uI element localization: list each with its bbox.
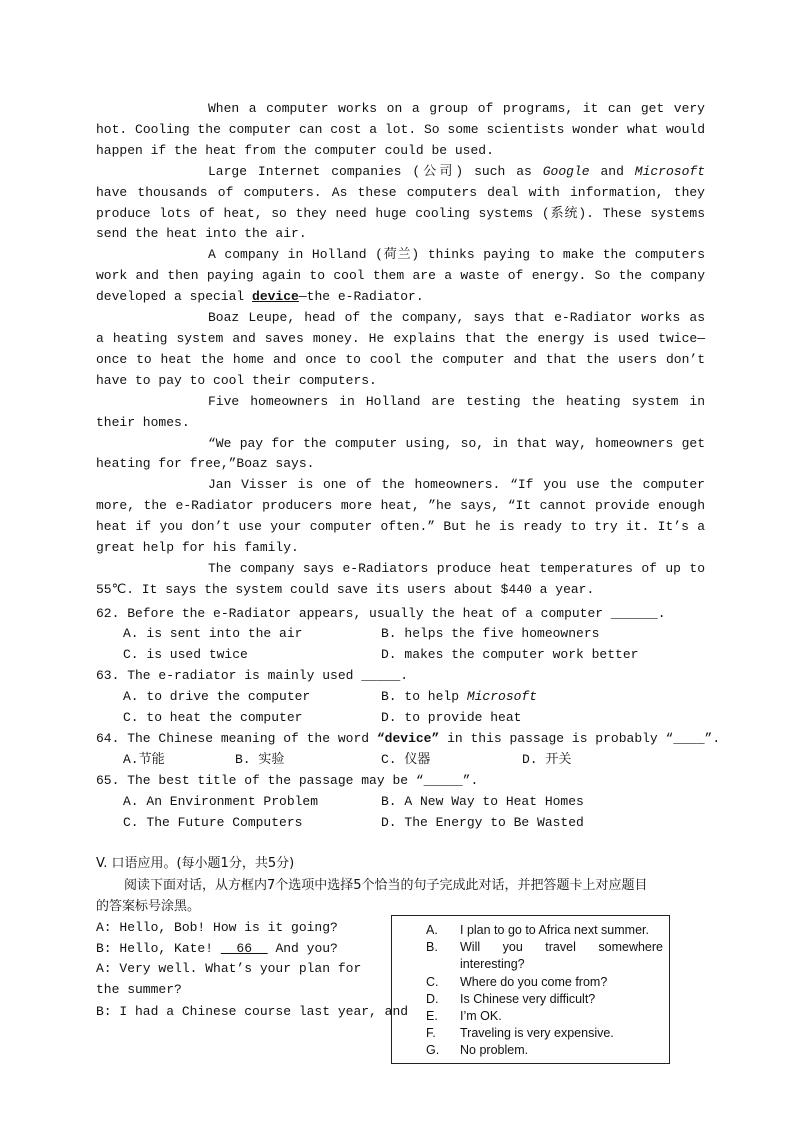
passage-paragraph-6: “We pay for the computer using, so, in that way, homeowners get heating for free,”Boaz says. bbox=[96, 435, 705, 472]
q64-option-a: A.节能 bbox=[123, 752, 165, 767]
passage-paragraph-4: Boaz Leupe, head of the company, says that e-Radiator works as a heating system and saves money. He explains that the energy is used twice— once to heat the home and once to cool the computer and that the users don’t have to pay to cool their computers. bbox=[96, 310, 705, 388]
q62-option-c: C. is used twice bbox=[123, 647, 248, 662]
dialog-line-2: B: Hello, Kate! 66 And you? bbox=[96, 941, 338, 956]
device-keyword: device bbox=[252, 289, 299, 305]
passage-paragraph-8: The company says e-Radiators produce heat temperatures of up to 55℃. It says the system could save its users about $440 a year. bbox=[96, 560, 705, 597]
dialog-line-3: A: Very well. What’s your plan for the summer? bbox=[96, 961, 362, 997]
q64-option-d: D. 开关 bbox=[522, 752, 572, 767]
section-v-instruction-line1: 阅读下面对话，从方框内7个选项中选择5个恰当的句子完成此对话，并把答题卡上对应题目 bbox=[124, 878, 648, 893]
q65-option-c: C. The Future Computers bbox=[123, 815, 303, 830]
q62-option-b: B. helps the five homeowners bbox=[381, 626, 600, 641]
device-word-quoted: “device” bbox=[376, 731, 440, 746]
dialog-line-4: B: I had a Chinese course last year, and bbox=[96, 1004, 409, 1019]
option-g: G. No problem. bbox=[426, 1043, 529, 1058]
option-e: E. I’m OK. bbox=[426, 1009, 502, 1024]
q65-option-a: A. An Environment Problem bbox=[123, 794, 319, 809]
dialog-line-1: A: Hello, Bob! How is it going? bbox=[96, 920, 338, 935]
q65-option-d: D. The Energy to Be Wasted bbox=[381, 815, 584, 830]
q63-option-c: C. to heat the computer bbox=[123, 710, 303, 725]
passage-paragraph-3: A company in Holland (荷兰) thinks paying to make the computers work and then paying again to cool them are a waste of energy. So the company developed a special device—the e-Radiator. bbox=[96, 247, 705, 305]
q63-option-b: B. to help Microsoft bbox=[381, 689, 538, 704]
google-term: Google bbox=[542, 163, 590, 179]
option-f: F. Traveling is very expensive. bbox=[426, 1026, 614, 1041]
section-v-heading: V. 口语应用。(每小题1分，共5分) bbox=[96, 856, 295, 871]
q65-option-b: B. A New Way to Heat Homes bbox=[381, 794, 584, 809]
reading-passage bbox=[96, 99, 705, 601]
blank-66: 66 bbox=[220, 941, 268, 956]
passage-paragraph-1: When a computer works on a group of programs, it can get very hot. Cooling the computer can cost a lot. So some scientists wonder what would happen if the heat from the computer could be used. bbox=[96, 101, 705, 158]
question-65: 65. The best title of the passage may be “_____”. bbox=[96, 773, 479, 788]
question-62: 62. Before the e-Radiator appears, usually the heat of a computer ______. bbox=[96, 606, 666, 621]
q64-option-b: B. 实验 bbox=[235, 752, 285, 767]
q64-option-c: C. 仪器 bbox=[381, 752, 431, 767]
q62-option-d: D. makes the computer work better bbox=[381, 647, 639, 662]
question-63: 63. The e-radiator is mainly used _____. bbox=[96, 668, 409, 683]
passage-paragraph-7: Jan Visser is one of the homeowners. “If you use the computer more, the e-Radiator producers more heat, ”he says, “It cannot provide enough heat if you don’t use your computer often.” But he is ready to try it. It’s a great help for his family. bbox=[96, 477, 705, 556]
section-v-instruction-line2: 的答案标号涂黑。 bbox=[96, 899, 201, 914]
option-d: D. Is Chinese very difficult? bbox=[426, 991, 596, 1006]
passage-paragraph-5: Five homeowners in Holland are testing the heating system in their homes. bbox=[96, 393, 705, 430]
question-64: 64. The Chinese meaning of the word “device” in this passage is probably “____”. bbox=[96, 731, 721, 746]
option-b: B. Will you travel somewhere interesting? bbox=[426, 940, 663, 972]
q63-option-d: D. to provide heat bbox=[381, 710, 522, 725]
options-box bbox=[391, 915, 670, 1064]
option-c: C. Where do you come from? bbox=[426, 974, 608, 989]
q62-option-a: A. is sent into the air bbox=[123, 626, 303, 641]
q63-option-a: A. to drive the computer bbox=[123, 689, 311, 704]
passage-paragraph-2: Large Internet companies (公司) such as Google and Microsoft have thousands of computers. As these computers deal with information, they produce lots of heat, so they need huge cooling systems (系统). These systems send the heat into the air. bbox=[96, 163, 705, 242]
option-a: A. I plan to go to Africa next summer. bbox=[426, 923, 649, 937]
microsoft-term: Microsoft bbox=[634, 163, 705, 179]
